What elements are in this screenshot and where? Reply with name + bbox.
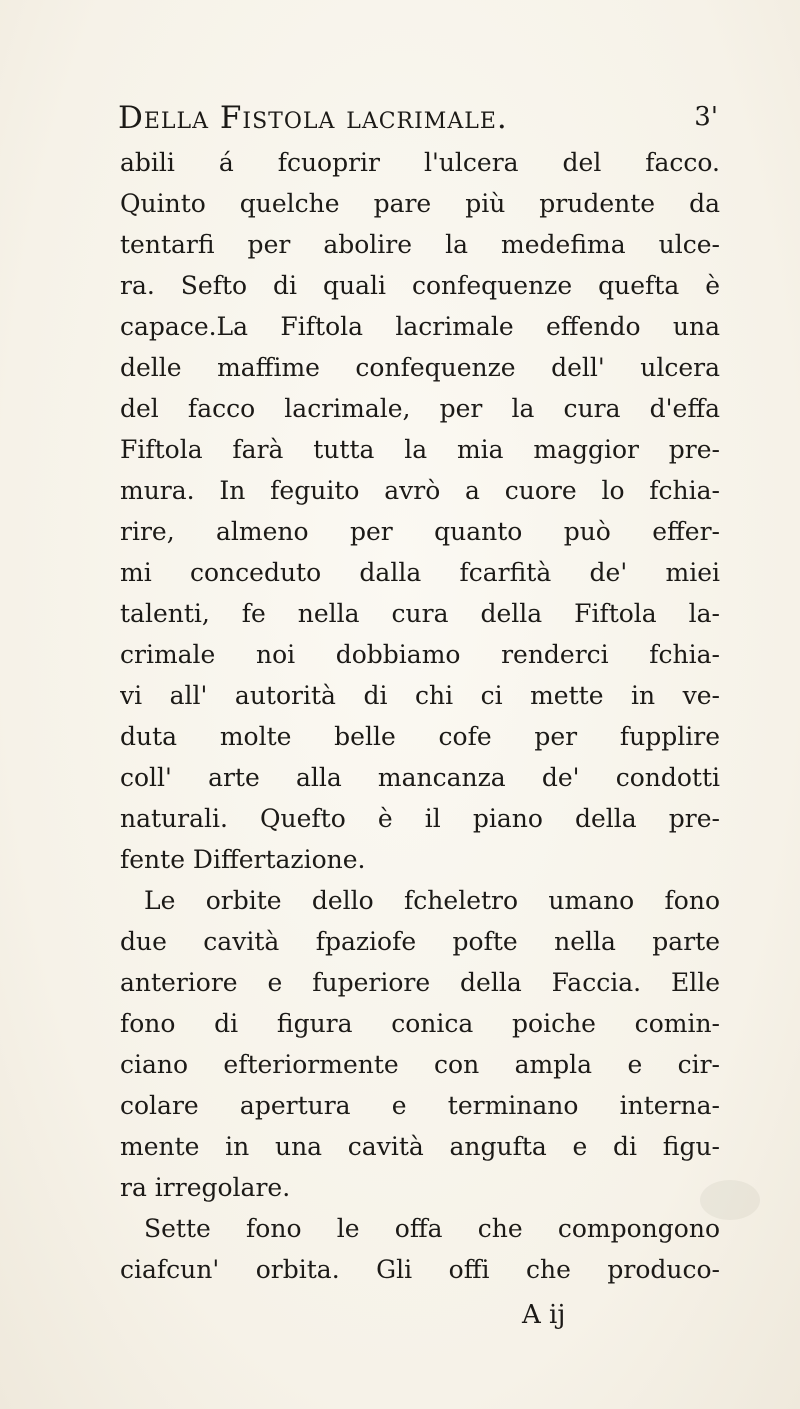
text-line: mura. In feguito avrò a cuore lo fchia- [120,476,720,505]
text-line: ciano efteriormente con ampla e cir- [120,1050,720,1079]
text-line: naturali. Quefto è il piano della pre- [120,804,720,833]
body-text [120,142,720,1290]
text-line: Le orbite dello fcheletro umano fono [144,886,720,915]
text-line: rire, almeno per quanto può effer- [120,517,720,546]
text-line: fono di figura conica poiche comin- [120,1009,720,1038]
text-line: ra. Sefto di quali confequenze quefta è [120,271,720,300]
text-line: duta molte belle cofe per fupplire [120,722,720,751]
signature-mark: A ij [522,1300,566,1330]
text-line: vi all' autorità di chi ci mette in ve- [120,681,720,710]
text-line: Sette fono le offa che compongono [144,1214,720,1243]
text-line: talenti, fe nella cura della Fiftola la- [120,599,720,628]
text-line: Fiftola farà tutta la mia maggior pre- [120,435,720,464]
text-line: fente Differtazione. [120,845,366,874]
page-number: 3' [694,102,718,132]
text-line: colare apertura e terminano interna- [120,1091,720,1120]
text-line: crimale noi dobbiamo renderci fchia- [120,640,720,669]
text-line: ra irregolare. [120,1173,291,1202]
text-line: due cavità fpaziofe pofte nella parte [120,927,720,956]
text-line: coll' arte alla mancanza de' condotti [120,763,720,792]
running-header [118,100,718,144]
text-line: delle maffime confequenze dell' ulcera [120,353,720,382]
text-line: mi conceduto dalla fcarfità de' miei [120,558,720,587]
text-line: anteriore e fuperiore della Faccia. Elle [120,968,720,997]
text-line: capace.La Fiftola lacrimale effendo una [120,312,720,341]
running-title: Della Fistola lacrimale. [118,100,508,136]
text-line: Quinto quelche pare più prudente da [120,189,720,218]
text-line: mente in una cavità angufta e di figu- [120,1132,720,1161]
text-line: abili á fcuoprir l'ulcera del facco. [120,148,720,177]
text-line: tentarfi per abolire la medefima ulce- [120,230,720,259]
text-line: del facco lacrimale, per la cura d'effa [120,394,720,423]
text-line: ciafcun' orbita. Gli offi che produco- [120,1255,720,1284]
